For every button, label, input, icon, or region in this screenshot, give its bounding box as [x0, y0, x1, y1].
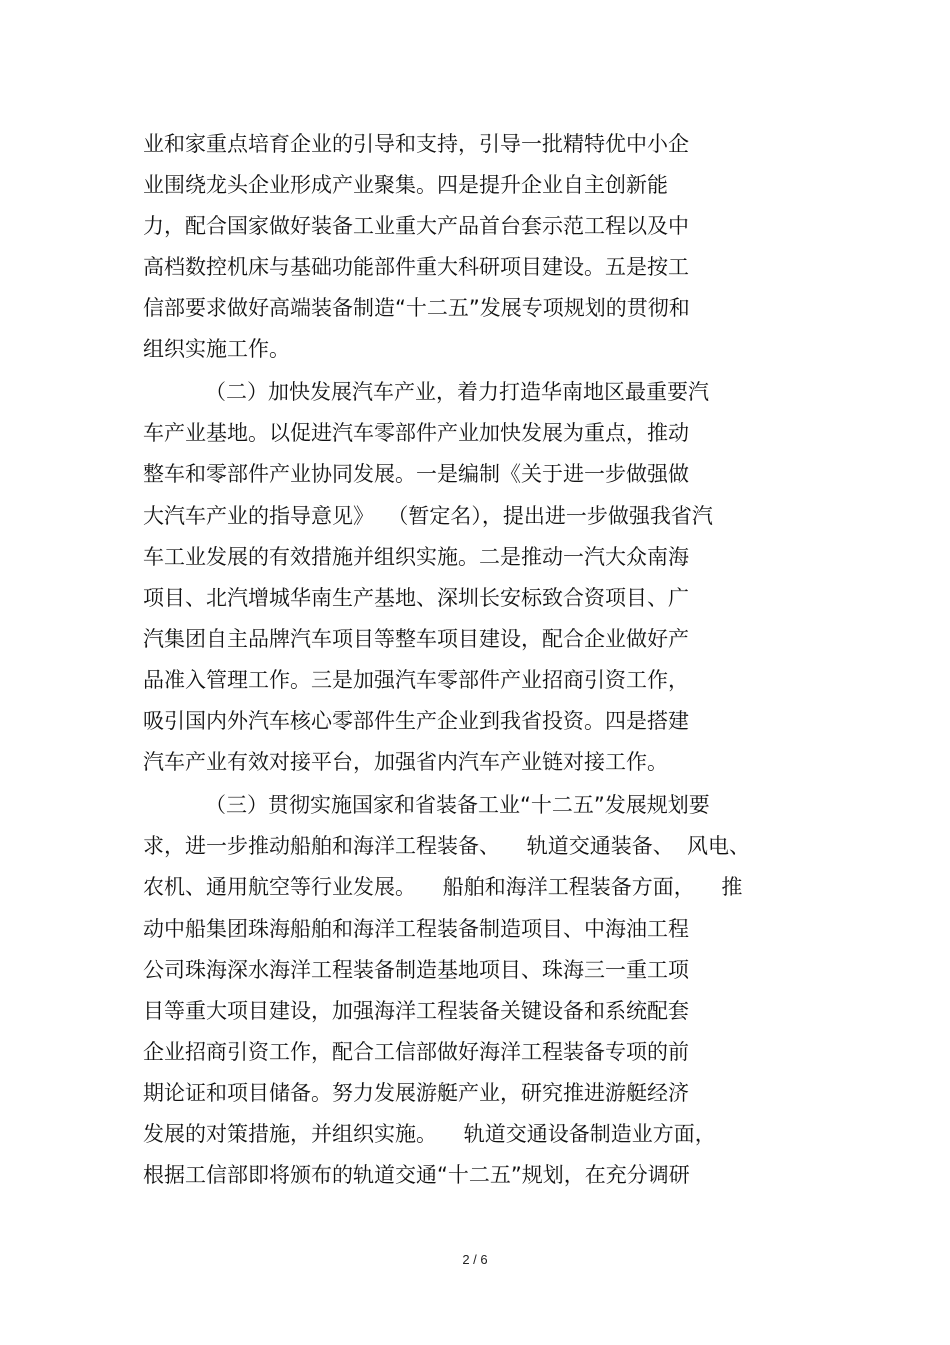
paragraph-line: 期论证和项目储备。努力发展游艇产业，研究推进游艇经济: [143, 1081, 689, 1105]
paragraph-line: 组织实施工作。: [143, 337, 290, 361]
paragraph-line: 业围绕龙头企业形成产业聚集。四是提升企业自主创新能: [143, 173, 668, 197]
paragraph-line: 汽车产业有效对接平台，加强省内汽车产业链对接工作。: [143, 750, 668, 774]
paragraph-line: 公司珠海深水海洋工程装备制造基地项目、珠海三一重工项: [143, 958, 689, 982]
paragraph-line: 业和家重点培育企业的引导和支持，引导一批精特优中小企: [143, 132, 689, 156]
paragraph-line: 农机、通用航空等行业发展。 船舶和海洋工程装备方面， 推: [143, 875, 743, 899]
paragraph-line: 发展的对策措施，并组织实施。 轨道交通设备制造业方面，: [143, 1122, 716, 1146]
paragraph-line: 目等重大项目建设，加强海洋工程装备关键设备和系统配套: [143, 999, 689, 1023]
paragraph-line: 动中船集团珠海船舶和海洋工程装备制造项目、中海油工程: [143, 917, 689, 941]
paragraph-line: 整车和零部件产业协同发展。一是编制《关于进一步做强做: [143, 462, 689, 486]
paragraph-line: 企业招商引资工作，配合工信部做好海洋工程装备专项的前: [143, 1040, 689, 1064]
paragraph-line: 根据工信部即将颁布的轨道交通“十二五”规划，在充分调研: [143, 1163, 690, 1187]
paragraph-line: 品准入管理工作。三是加强汽车零部件产业招商引资工作，: [143, 668, 689, 692]
paragraph-line: 车产业基地。以促进汽车零部件产业加快发展为重点，推动: [143, 421, 689, 445]
paragraph-line: 高档数控机床与基础功能部件重大科研项目建设。五是按工: [143, 255, 689, 279]
paragraph-line: 力，配合国家做好装备工业重大产品首台套示范工程以及中: [143, 214, 689, 238]
paragraph-line: （三）贯彻实施国家和省装备工业“十二五”发展规划要: [205, 793, 710, 817]
paragraph-line: 车工业发展的有效措施并组织实施。二是推动一汽大众南海: [143, 545, 689, 569]
paragraph-line: 项目、北汽增城华南生产基地、深圳长安标致合资项目、广: [143, 586, 689, 610]
paragraph-line: 求，进一步推动船舶和海洋工程装备、 轨道交通装备、 风电、: [143, 834, 751, 858]
page-number: 2 / 6: [462, 1252, 488, 1267]
paragraph-line: 大汽车产业的指导意见》 （暂定名），提出进一步做强我省汽: [143, 504, 713, 528]
paragraph-line: 汽集团自主品牌汽车项目等整车项目建设，配合企业做好产: [143, 627, 689, 651]
paragraph-line: 吸引国内外汽车核心零部件生产企业到我省投资。四是搭建: [143, 709, 689, 733]
paragraph-line: （二）加快发展汽车产业，着力打造华南地区最重要汽: [205, 380, 709, 404]
paragraph-line: 信部要求做好高端装备制造“十二五”发展专项规划的贯彻和: [143, 296, 690, 320]
